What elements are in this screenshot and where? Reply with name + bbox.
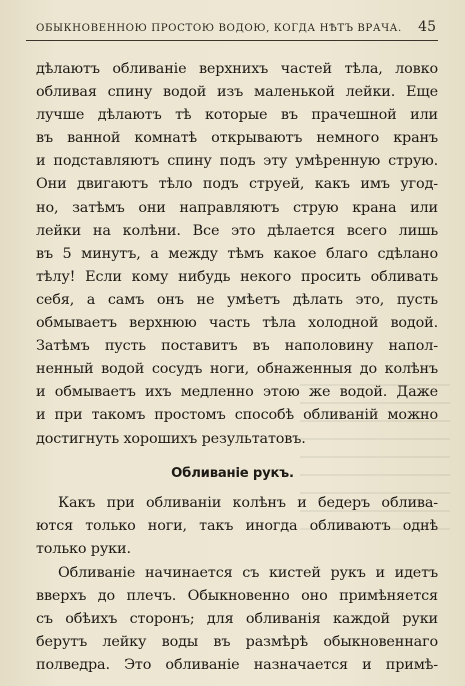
page-number: 45 bbox=[418, 19, 436, 35]
paragraph-3 bbox=[36, 562, 438, 677]
text-line: но, затѣмъ они направляютъ струю крана или bbox=[36, 199, 438, 216]
text-line: съ обѣихъ сторонъ; для обливанія каждой руки bbox=[36, 611, 438, 628]
header-rule bbox=[26, 40, 438, 41]
running-head bbox=[36, 20, 436, 38]
text-line: ются только ноги, такъ иногда обливаютъ однѣ bbox=[36, 518, 438, 535]
text-line: Обливаніе начинается съ кистей рукъ и идетъ bbox=[58, 565, 438, 581]
text-line: достигнуть хорошихъ результатовъ. bbox=[36, 430, 306, 447]
paragraph-1 bbox=[36, 58, 438, 451]
text-line: обливая спину водой изъ маленькой лейки. Еще bbox=[36, 84, 438, 101]
text-line: обмываетъ верхнюю часть тѣла холодной водой. bbox=[36, 315, 438, 332]
text-line: и подставляютъ спину подъ эту умѣренную струю. bbox=[36, 153, 438, 170]
text-line: себя, а самъ онъ не умѣетъ дѣлать это, пусть bbox=[36, 291, 438, 308]
text-line: Какъ при обливаніи колѣнъ и бедеръ облива- bbox=[58, 495, 438, 511]
text-line: Они двигаютъ тѣло подъ струей, какъ имъ угод- bbox=[36, 176, 438, 193]
running-head-title: ОБЫКНОВЕННОЮ ПРОСТОЮ ВОДОЮ, КОГДА НѢТЪ ВРАЧА. bbox=[36, 23, 402, 34]
text-line: и обмываетъ ихъ медленно этою же водой. Даже bbox=[36, 384, 438, 401]
text-line: тѣлу! Если кому нибудь некого просить обливать bbox=[36, 268, 438, 285]
text-line: ненный водой сосудъ ноги, обнаженныя до колѣнъ bbox=[36, 361, 438, 378]
text-line: вверхъ до плечъ. Обыкновенно оно примѣняется bbox=[36, 588, 438, 605]
text-line: Затѣмъ пусть поставитъ въ наполовину напол- bbox=[36, 338, 438, 355]
text-line: берутъ лейку воды въ размѣрѣ обыкновеннаго bbox=[36, 634, 438, 651]
paragraph-2 bbox=[36, 492, 438, 561]
text-line: дѣлаютъ обливаніе верхнихъ частей тѣла, ловко bbox=[36, 61, 438, 77]
section-heading: Обливаніе рукъ. bbox=[171, 466, 294, 481]
text-line: лучше дѣлаютъ тѣ которые въ прачешной или bbox=[36, 107, 438, 124]
text-line: въ ванной комнатѣ открываютъ немного кранъ bbox=[36, 130, 438, 147]
text-line: и при такомъ простомъ способѣ обливаній можно bbox=[36, 407, 438, 424]
text-line: только руки. bbox=[36, 541, 131, 558]
text-line: полведра. Это обливаніе назначается и примѣ- bbox=[36, 657, 438, 674]
text-line: лейки на колѣни. Все это дѣлается всего лишь bbox=[36, 222, 438, 239]
text-line: въ 5 минутъ, а между тѣмъ какое благо сдѣлано bbox=[36, 245, 438, 262]
